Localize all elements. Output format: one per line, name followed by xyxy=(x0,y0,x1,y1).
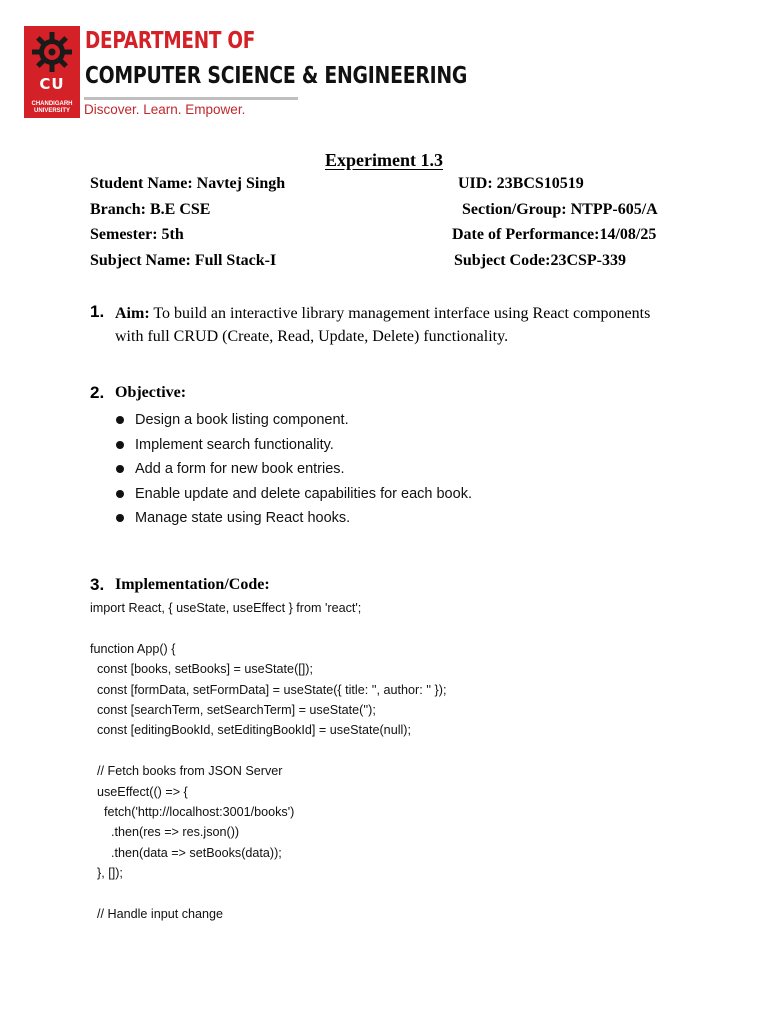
logo-university-line2: UNIVERSITY xyxy=(33,108,70,114)
branch: Branch: B.E CSE xyxy=(90,201,211,218)
semester: Semester: 5th xyxy=(90,226,184,243)
implementation-heading: Implementation/Code: xyxy=(115,576,270,593)
logo-cu-text: CU xyxy=(39,75,65,93)
code-line xyxy=(90,741,446,761)
bullet-icon xyxy=(116,416,124,424)
section-group: Section/Group: NTPP-605/A xyxy=(462,201,658,218)
objective-heading: Objective: xyxy=(115,384,187,401)
bullet-icon xyxy=(116,490,124,498)
code-line: import React, { useState, useEffect } from 'react'; xyxy=(90,601,362,615)
code-line: const [editingBookId, setEditingBookId] = useState(null); xyxy=(90,723,411,738)
code-line: .then(res => res.json()) xyxy=(90,825,240,840)
department-title-line1: DEPARTMENT OF xyxy=(85,28,256,54)
subject-name: Subject Name: Full Stack-I xyxy=(90,252,277,269)
bullet-icon xyxy=(116,441,124,449)
aim-text: To build an interactive library management interface using React components with full CRUD (Create, Read, Update, Delete) functionality. xyxy=(115,305,651,345)
objective-section-number: 2. xyxy=(90,383,105,402)
code-line xyxy=(90,884,446,904)
objective-list xyxy=(114,410,472,533)
date-of-performance: Date of Performance:14/08/25 xyxy=(452,226,657,243)
code-line: function App() { xyxy=(90,641,176,656)
logo-university-line1: CHANDIGARH xyxy=(31,101,73,107)
gear-emblem-icon xyxy=(30,30,74,74)
student-uid: UID: 23BCS10519 xyxy=(458,175,584,192)
code-line: const [searchTerm, setSearchTerm] = useState(''); xyxy=(90,703,376,718)
list-item: Enable update and delete capabilities for each book. xyxy=(114,484,472,509)
code-line: // Handle input change xyxy=(90,907,224,922)
bullet-icon xyxy=(116,465,124,473)
department-header xyxy=(24,26,468,122)
header-divider xyxy=(84,97,298,100)
bullet-icon xyxy=(116,514,124,522)
aim-label: Aim: xyxy=(115,305,150,322)
list-item: Manage state using React hooks. xyxy=(114,508,472,533)
code-line: const [formData, setFormData] = useState({ title: '', author: '' }); xyxy=(90,682,447,697)
tagline: Discover. Learn. Empower. xyxy=(84,102,246,117)
aim-section-number: 1. xyxy=(90,302,105,321)
code-line: }, []); xyxy=(90,866,123,881)
code-line: // Fetch books from JSON Server xyxy=(90,764,283,779)
code-line: const [books, setBooks] = useState([]); xyxy=(90,662,313,677)
experiment-title: Experiment 1.3 xyxy=(325,150,443,170)
student-name: Student Name: Navtej Singh xyxy=(90,175,286,192)
university-logo xyxy=(24,26,80,118)
code-line: fetch('http://localhost:3001/books') xyxy=(90,805,295,820)
implementation-section-number: 3. xyxy=(90,575,105,594)
code-line: .then(data => setBooks(data)); xyxy=(90,845,282,860)
code-line: useEffect(() => { xyxy=(90,784,188,799)
code-line xyxy=(90,618,446,638)
list-item: Add a form for new book entries. xyxy=(114,459,472,484)
aim-paragraph xyxy=(115,302,675,348)
list-item: Implement search functionality. xyxy=(114,435,472,460)
department-title-line2: COMPUTER SCIENCE & ENGINEERING xyxy=(85,63,468,89)
subject-code: Subject Code:23CSP-339 xyxy=(454,252,626,269)
list-item: Design a book listing component. xyxy=(114,410,472,435)
code-block xyxy=(90,598,446,925)
